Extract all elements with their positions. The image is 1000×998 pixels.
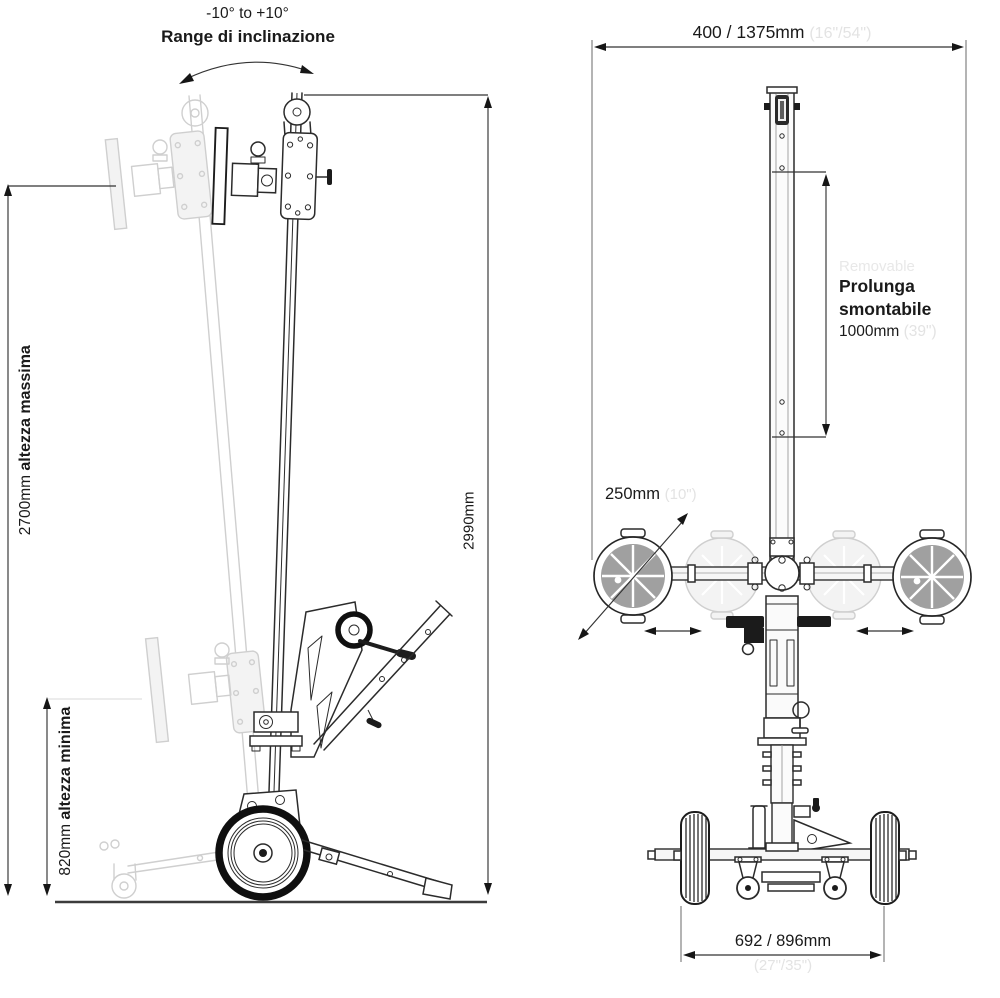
pad-diameter-label [605,485,697,504]
max-height-text: altezza massima [16,345,34,471]
tilt-range-label: Range di inclinazione [161,27,335,46]
lower-mast [763,745,801,803]
min-height-label [57,671,75,911]
center-hub [765,538,799,591]
prolunga-line1: Prolunga [839,276,915,297]
ghost-upper-mount [105,130,212,229]
extension-value: 1000mm [839,322,900,340]
tilt-arc-arrow [179,62,314,84]
ghost-lower-mount [146,638,266,743]
overall-height-label: 2990mm [460,491,478,550]
hook [251,142,265,156]
carriage [726,596,831,745]
max-height-value: 2700mm [16,474,34,536]
width-range-value: 400 / 1375mm [692,22,805,42]
handle-left [726,616,764,628]
front-base [648,798,916,904]
front-mast [764,87,800,564]
extension-inches: (39") [903,322,937,340]
pad-diameter-inches: (10") [664,486,697,503]
removable-extension-label [839,258,937,340]
track-width-inches: (27"/35") [753,957,813,974]
caster-right [822,857,848,899]
panel-edge [212,128,227,224]
side-view-drawing [4,62,492,902]
rear-foot [423,878,452,899]
base-and-wheel [219,790,452,899]
tilt-range-value: -10° to +10° [206,5,289,22]
front-winch [744,628,764,643]
caster-left [735,857,761,899]
width-range-label [597,22,967,43]
upper-mount-head [212,128,332,224]
track-width-value: 692 / 896mm [734,932,832,950]
tire-right [871,812,906,904]
removable-en: Removable [839,258,915,275]
width-range-inches: (16"/54") [809,25,872,42]
prolunga-line2: smontabile [839,299,932,320]
side-knob [327,169,332,185]
pad-diameter-value: 250mm [605,485,661,503]
max-height-label [17,280,35,600]
min-height-value: 820mm [56,823,74,876]
min-height-text: altezza minima [56,706,74,820]
handle-right [797,616,831,627]
suction-pad-right [893,530,971,624]
tire-left [674,812,709,904]
